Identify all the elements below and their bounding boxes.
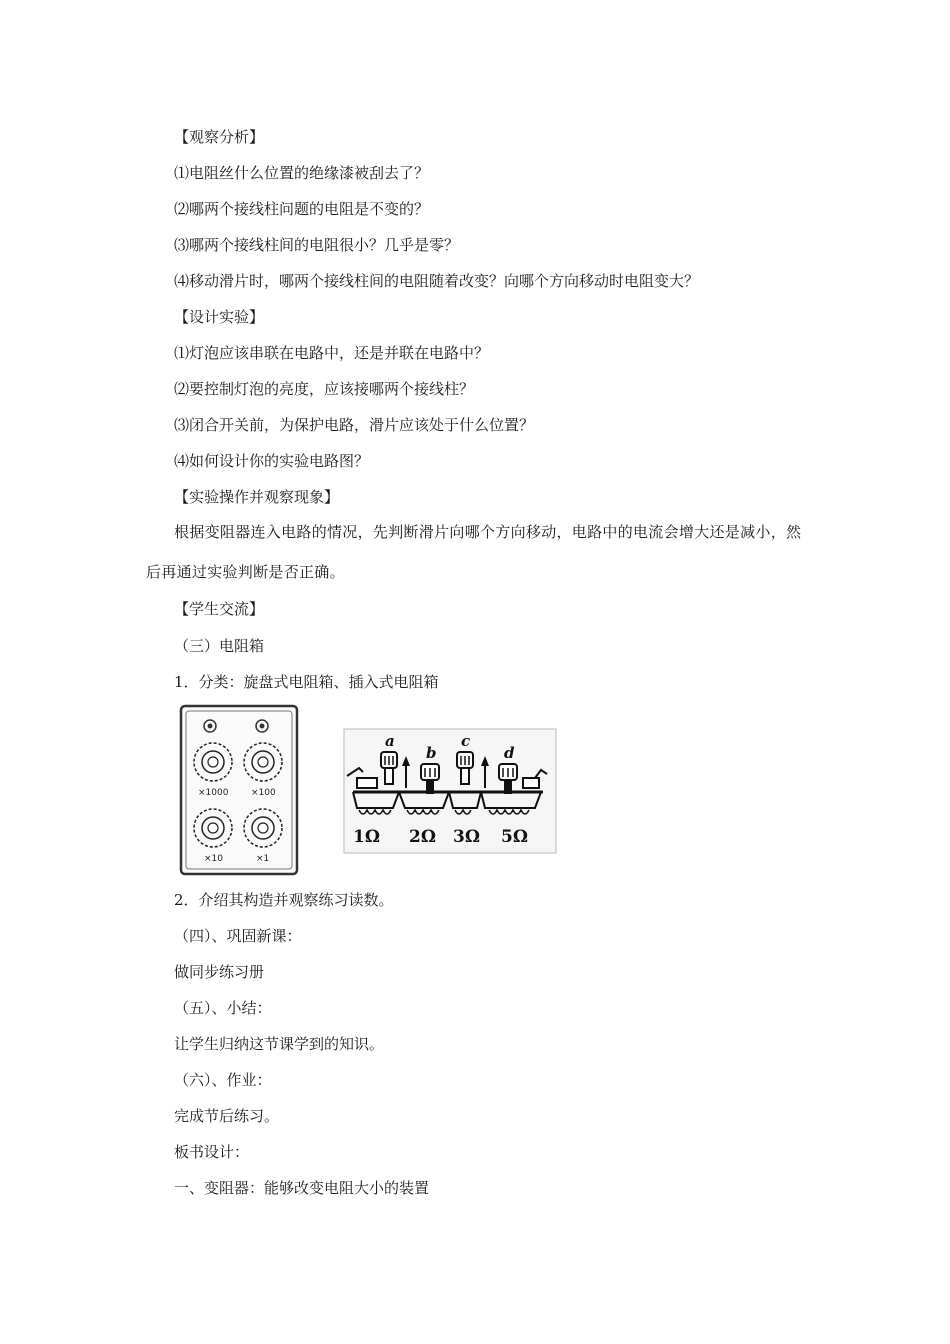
dial-label-1000: ×1000 [198, 788, 229, 798]
dial-label-100: ×100 [251, 788, 276, 798]
dial-label-1: ×1 [256, 854, 270, 864]
observe-question-2: ⑵哪两个接线柱问题的电阻是不变的？ [174, 200, 430, 218]
homework-text: 完成节后练习。 [174, 1107, 280, 1125]
plug-value-5: 5Ω [501, 827, 528, 847]
rotary-resistance-box-figure [178, 704, 300, 876]
observe-question-4: ⑷移动滑片时，哪两个接线柱间的电阻随着改变？向哪个方向移动时电阻变大？ [174, 272, 700, 290]
summary-text: 让学生归纳这节课学到的知识。 [174, 1035, 385, 1053]
experiment-paragraph: 根据变阻器连入电路的情况，先判断滑片向哪个方向移动，电路中的电流会增大还是减小，然后再通过实验判断是否正确。 [146, 523, 802, 581]
design-question-3: ⑶闭合开关前，为保护电路，滑片应该处于什么位置？ [174, 416, 535, 434]
homework-heading: （六）、作业： [174, 1071, 272, 1089]
plug-box-drawing [343, 728, 557, 854]
observe-heading: 【观察分析】 [174, 128, 265, 146]
plug-letter-b: b [426, 744, 437, 762]
plug-value-1: 1Ω [353, 827, 380, 847]
experiment-heading: 【实验操作并观察现象】 [174, 488, 340, 506]
dial-label-10: ×10 [204, 854, 223, 864]
exchange-heading: 【学生交流】 [174, 600, 265, 618]
plug-letter-d: d [504, 744, 515, 762]
design-question-2: ⑵要控制灯泡的亮度，应该接哪两个接线柱？ [174, 380, 475, 398]
observe-question-1: ⑴电阻丝什么位置的绝缘漆被刮去了？ [174, 164, 430, 182]
plug-resistance-box-figure [343, 728, 557, 854]
resistance-box-item-1: 1．分类：旋盘式电阻箱、插入式电阻箱 [174, 673, 439, 691]
board-line-1: 一、变阻器：能够改变电阻大小的装置 [174, 1179, 430, 1197]
summary-heading: （五）、小结： [174, 999, 272, 1017]
rotary-box-drawing [178, 704, 300, 876]
board-heading: 板书设计： [174, 1143, 250, 1161]
resistance-box-item-2: 2．介绍其构造并观察练习读数。 [174, 891, 394, 909]
plug-letter-c: c [461, 732, 471, 750]
plug-letter-a: a [385, 732, 395, 750]
design-heading: 【设计实验】 [174, 308, 265, 326]
design-question-1: ⑴灯泡应该串联在电路中，还是并联在电路中？ [174, 344, 490, 362]
resistance-box-heading: （三）电阻箱 [174, 637, 265, 655]
observe-question-3: ⑶哪两个接线柱间的电阻很小？几乎是零？ [174, 236, 460, 254]
plug-value-2: 2Ω [409, 827, 436, 847]
consolidate-text: 做同步练习册 [174, 963, 265, 981]
consolidate-heading: （四）、巩固新课： [174, 927, 302, 945]
design-question-4: ⑷如何设计你的实验电路图？ [174, 452, 370, 470]
plug-value-3: 3Ω [453, 827, 480, 847]
